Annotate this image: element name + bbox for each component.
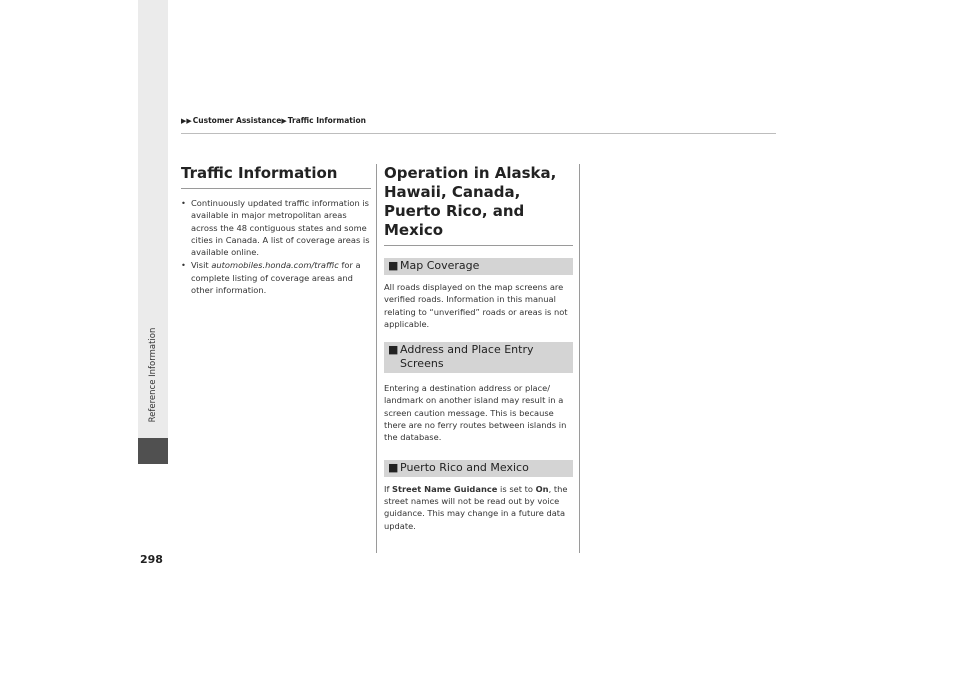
list-item — [181, 259, 371, 296]
bullet-icon: • — [181, 260, 186, 271]
subheading-text: Address and Place Entry Screens — [400, 343, 534, 371]
subheading-puerto-rico-mexico — [384, 460, 573, 477]
bullet-text-prefix: Visit — [191, 260, 212, 271]
page-number: 298 — [140, 553, 163, 566]
traffic-url-link[interactable]: automobiles.honda.com/traffic — [211, 260, 339, 271]
breadcrumb-item-traffic-information[interactable]: Traffic Information — [287, 116, 366, 125]
subheading-map-coverage — [384, 258, 573, 275]
breadcrumb-arrow-icon: ▶▶ — [181, 116, 192, 125]
setting-name-street-name-guidance: Street Name Guidance — [392, 483, 498, 494]
left-column — [181, 164, 371, 297]
breadcrumb — [181, 116, 366, 125]
text-part: is set to — [497, 483, 536, 494]
middle-column — [384, 164, 573, 544]
sidebar-marker — [138, 438, 168, 464]
sidebar-section-label: Reference Information — [148, 327, 158, 423]
map-coverage-text: All roads displayed on the map screens are verified roads. Information in this manual relating to “unverified” roads or areas is not applicable. — [384, 282, 568, 329]
breadcrumb-item-customer-assistance[interactable]: Customer Assistance — [192, 116, 282, 125]
section-title-operation: Operation in Alaska, Hawaii, Canada, Puerto Rico, and Mexico — [384, 164, 573, 246]
puerto-rico-text — [384, 483, 573, 532]
bullet-icon: • — [181, 198, 186, 208]
bullet-text-suffix: for a complete listing of coverage areas and other information. — [191, 260, 361, 296]
list-item — [181, 197, 371, 258]
square-bullet-icon: ■ — [388, 460, 399, 474]
subheading-text: Map Coverage — [400, 259, 480, 272]
header-rule — [181, 133, 776, 134]
subheading-text: Puerto Rico and Mexico — [400, 460, 529, 474]
address-entry-text: Entering a destination address or place/ landmark on another island may result in a screen caution message. This is because there are no ferry routes between islands in the database. — [384, 383, 567, 443]
column-divider-right — [579, 164, 580, 553]
square-bullet-icon: ■ — [388, 259, 399, 272]
square-bullet-icon: ■ — [388, 343, 399, 357]
setting-value-on: On — [535, 483, 549, 494]
column-divider-left — [376, 164, 377, 553]
subheading-address-entry — [384, 342, 573, 373]
section-title-traffic-information: Traffic Information — [181, 164, 371, 189]
traffic-info-bullets — [181, 197, 371, 296]
text-part: If — [384, 483, 393, 494]
breadcrumb-separator-icon: ▶ — [281, 116, 287, 125]
bullet-text: Continuously updated traffic information is available in major metropolitan areas across the 48 contiguous states and some cities in Canada. A list of coverage areas is available online. — [191, 198, 370, 258]
text-part: , the street names will not be read out by voice guidance. This may change in a future data update. — [384, 483, 568, 531]
